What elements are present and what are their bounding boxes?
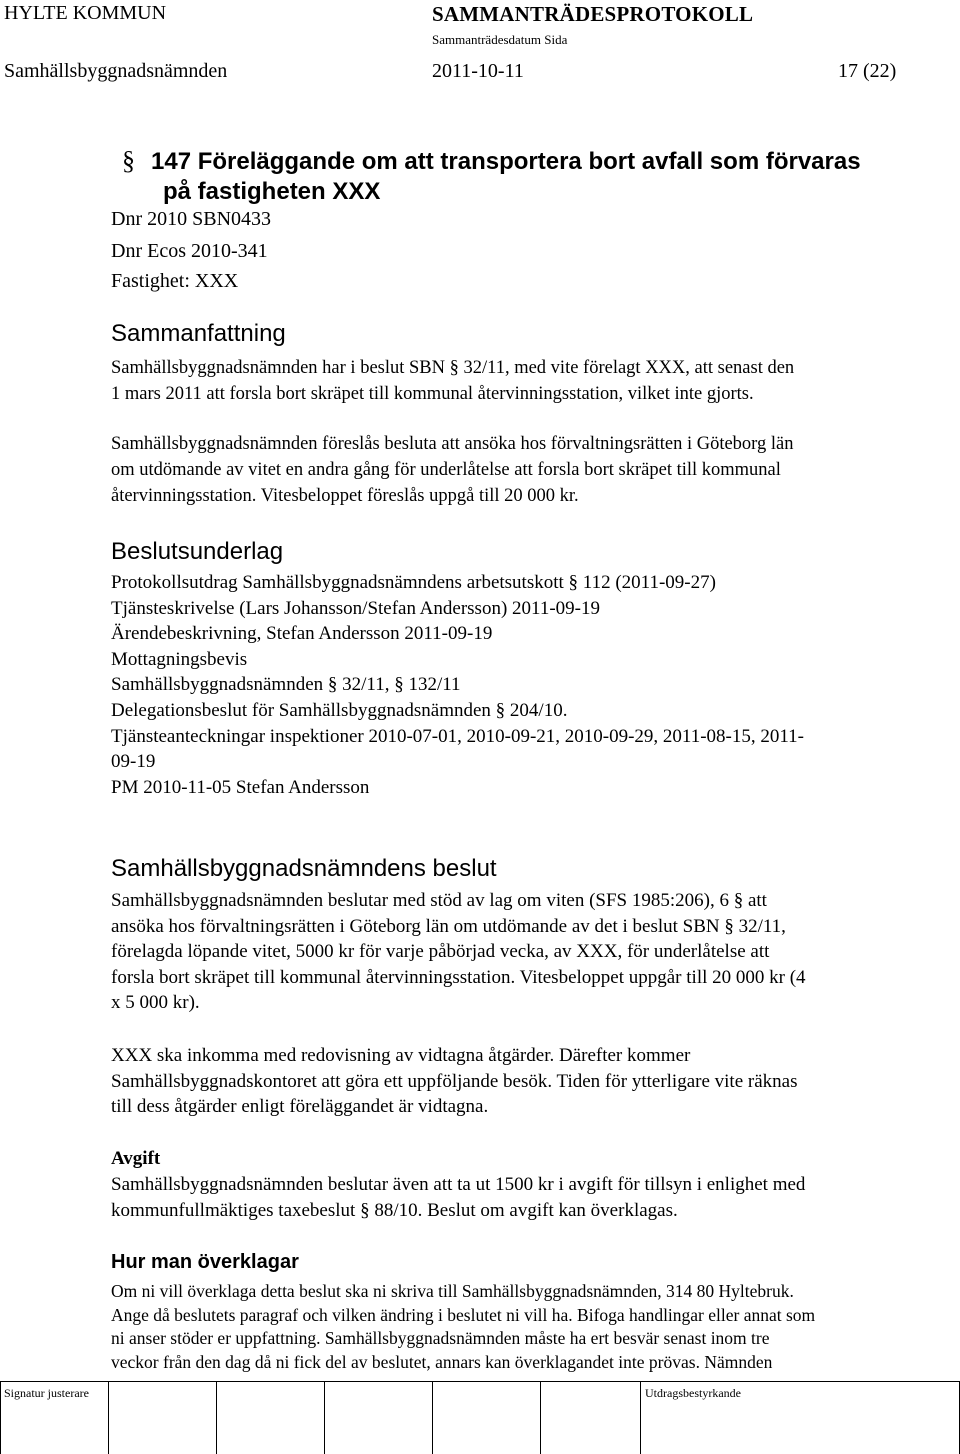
case-title: [122, 146, 861, 207]
text-line: kommunfullmäktiges taxebeslut § 88/10. Beslut om avgift kan överklagas.: [111, 1199, 678, 1221]
list-item: Ärendebeskrivning, Stefan Andersson 2011-09-19: [111, 623, 493, 645]
summary-heading: Sammanfattning: [111, 320, 286, 347]
text-line: Om ni vill överklaga detta beslut ska ni skriva till Samhällsbyggnadsnämnden, 314 80 Hyltebruk.: [111, 1281, 794, 1301]
footer-divider: [216, 1381, 217, 1454]
text-line: till dess åtgärder enligt föreläggandet är vidtagna.: [111, 1096, 489, 1118]
text-line: Samhällsbyggnadsnämnden beslutar med stöd av lag om viten (SFS 1985:206), 6 § att: [111, 890, 767, 911]
basis-list: [111, 570, 804, 800]
fee-paragraph: [111, 1172, 805, 1223]
list-item: Tjänsteanteckningar inspektioner 2010-07-01, 2010-09-21, 2010-09-29, 2011-08-15, 2011-: [111, 725, 804, 747]
committee-name: Samhällsbyggnadsnämnden: [4, 60, 228, 82]
basis-heading: Beslutsunderlag: [111, 538, 284, 565]
footer-divider: [324, 1381, 325, 1454]
list-item: Tjänsteskrivelse (Lars Johansson/Stefan Andersson) 2011-09-19: [111, 597, 600, 619]
dnr: Dnr 2010 SBN0433: [111, 208, 272, 230]
footer-top-rule: [0, 1381, 960, 1382]
decision-paragraph-1: [111, 888, 806, 1016]
extract-label: Utdragsbestyrkande: [645, 1386, 741, 1400]
text-line: om utdömande av vitet en andra gång för underlåtelse att forsla bort skräpet till kommunal: [111, 460, 781, 480]
list-item: 09-19: [111, 751, 156, 773]
text-line: x 5 000 kr).: [111, 992, 200, 1014]
footer-left-border: [0, 1381, 1, 1454]
municipality-name: HYLTE KOMMUN: [4, 2, 167, 24]
text-line: veckor från den dag då ni fick del av beslutet, annars kan överklagandet inte prövas. Nämnden: [111, 1351, 773, 1372]
list-item: PM 2010-11-05 Stefan Andersson: [111, 776, 370, 798]
summary-paragraph-1: [111, 355, 794, 407]
footer-divider: [640, 1381, 641, 1454]
date-page-label: Sammanträdesdatum Sida: [432, 32, 568, 47]
fee-heading: Avgift: [111, 1148, 161, 1169]
text-line: ni anser stöder er uppfattning. Samhällsbyggnadsnämnden måste ha ert besvär senast inom tre: [111, 1328, 770, 1348]
list-item: Mottagningsbevis: [111, 648, 248, 670]
signature-label: Signatur justerare: [4, 1386, 89, 1400]
meeting-date: 2011-10-11: [432, 60, 524, 82]
list-item: Protokollsutdrag Samhällsbyggnadsnämndens arbetsutskott § 112 (2011-09-27): [111, 572, 716, 593]
protocol-title: SAMMANTRÄDESPROTOKOLL: [432, 2, 754, 26]
decision-heading: Samhällsbyggnadsnämndens beslut: [111, 855, 497, 882]
text-line: förelagda löpande vitet, 5000 kr för varje påbörjad vecka, av XXX, för underlåtelse att: [111, 941, 770, 963]
footer-divider: [432, 1381, 433, 1454]
list-item: Delegationsbeslut för Samhällsbyggnadsnämnden § 204/10.: [111, 699, 568, 721]
text-line: Samhällsbyggnadskontoret att göra ett uppföljande besök. Tiden för ytterligare vite räknas: [111, 1070, 798, 1092]
text-line: Samhällsbyggnadsnämnden föreslås besluta att ansöka hos förvaltningsrätten i Göteborg län: [111, 434, 794, 454]
text-line: 1 mars 2011 att forsla bort skräpet till kommunal återvinningsstation, vilket inte gjorts.: [111, 384, 754, 404]
list-item: Samhällsbyggnadsnämnden § 32/11, § 132/11: [111, 674, 461, 696]
dnr-ecos: Dnr Ecos 2010-341: [111, 240, 268, 262]
decision-paragraph-2: [111, 1043, 798, 1120]
appeal-heading: Hur man överklagar: [111, 1251, 299, 1273]
text-line: Ange då beslutets paragraf och vilken ändring i beslutet ni vill ha. Bifoga handlingar eller annat som: [111, 1304, 816, 1325]
case-title-line-1: 147 Föreläggande om att transportera bort avfall som förvaras: [151, 148, 861, 175]
text-line: ansöka hos förvaltningsrätten i Göteborg län om utdömande av det i beslut SBN § 32/11,: [111, 915, 786, 937]
property: Fastighet: XXX: [111, 270, 239, 292]
footer-divider: [540, 1381, 541, 1454]
case-title-line-2: på fastigheten XXX: [163, 178, 381, 205]
page-number: 17 (22): [838, 60, 897, 82]
footer-divider: [108, 1381, 109, 1454]
appeal-text: [111, 1280, 815, 1374]
text-line: återvinningsstation. Vitesbeloppet föreslås uppgå till 20 000 kr.: [111, 486, 579, 506]
text-line: Samhällsbyggnadsnämnden beslutar även att ta ut 1500 kr i avgift för tillsyn i enlighet med: [111, 1174, 806, 1195]
summary-paragraph-2: [111, 431, 793, 509]
text-line: Samhällsbyggnadsnämnden har i beslut SBN § 32/11, med vite förelagt XXX, att senast den: [111, 358, 795, 378]
section-mark: §: [122, 146, 135, 175]
text-line: XXX ska inkomma med redovisning av vidtagna åtgärder. Därefter kommer: [111, 1045, 691, 1066]
text-line: forsla bort skräpet till kommunal återvinningsstation. Vitesbeloppet uppgår till 20 000 kr (4: [111, 966, 806, 988]
